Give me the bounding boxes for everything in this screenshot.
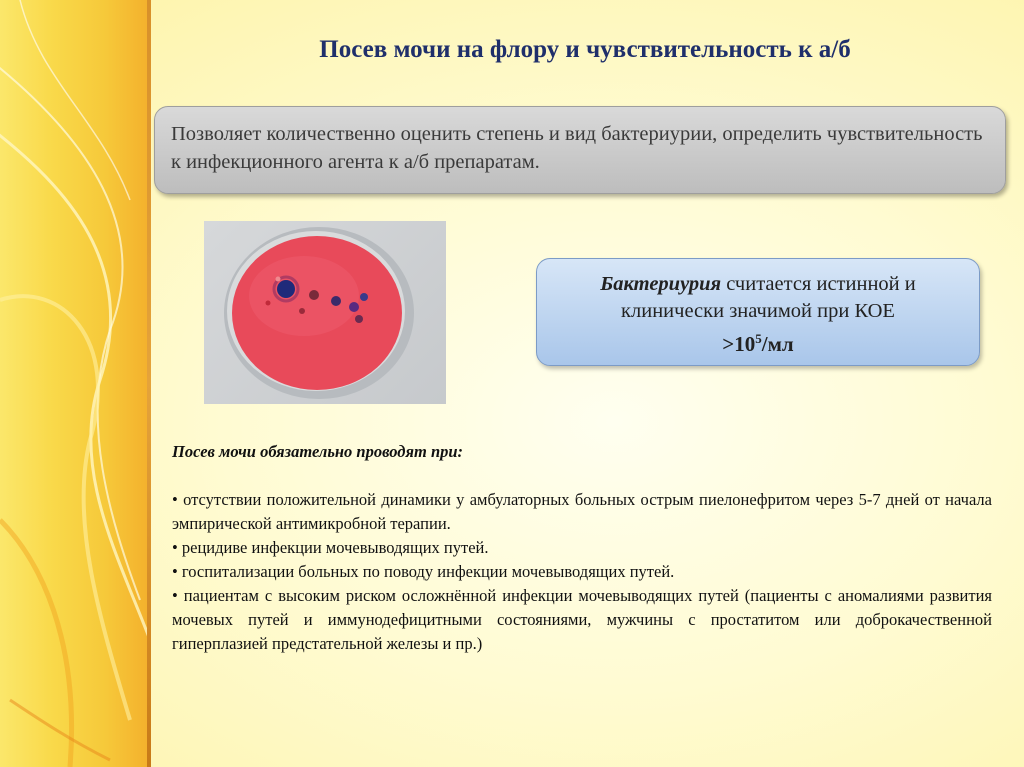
criteria-line-1-rest: считается истинной и <box>721 273 916 295</box>
description-box: Позволяет количественно оценить степень и вид бактериурии, определить чувствительность к инфекционного агента к а/б препаратам. <box>154 106 1006 194</box>
indication-item: • рецидиве инфекции мочевыводящих путей. <box>172 538 489 557</box>
indication-item: • госпитализации больных по поводу инфекции мочевыводящих путей. <box>172 562 675 581</box>
petri-dish-photo <box>204 221 446 404</box>
threshold-exponent: 5 <box>755 331 762 346</box>
criteria-line-2: клинически значимой при КОЕ <box>621 300 895 322</box>
bacteriuria-criteria-box <box>536 258 980 366</box>
bacteriuria-term: Бактериурия <box>600 273 722 295</box>
indications-heading: Посев мочи обязательно проводят при: <box>172 442 464 461</box>
criteria-line-1 <box>537 271 979 298</box>
vertical-divider-line <box>147 0 151 767</box>
threshold-prefix: >10 <box>722 332 756 356</box>
cfu-threshold <box>537 325 979 358</box>
decorative-swirl <box>0 0 150 767</box>
indications-block <box>172 440 992 656</box>
indication-item: • пациентам с высоким риском осложнённой инфекции мочевыводящих путей (пациенты с аномалиями развития мочевых путей и иммунодефицитными состояниями, мужчины с простатитом или доброкачественной гиперплазией предстательной железы и пр.) <box>172 586 992 653</box>
threshold-unit: /мл <box>761 332 794 356</box>
slide-title: Посев мочи на флору и чувствительность к а/б <box>319 36 851 63</box>
indication-item: • отсутствии положительной динамики у амбулаторных больных острым пиелонефритом через 5-7 дней от начала эмпирической антимикробной терапии. <box>172 490 992 533</box>
decorative-left-band <box>0 0 150 767</box>
